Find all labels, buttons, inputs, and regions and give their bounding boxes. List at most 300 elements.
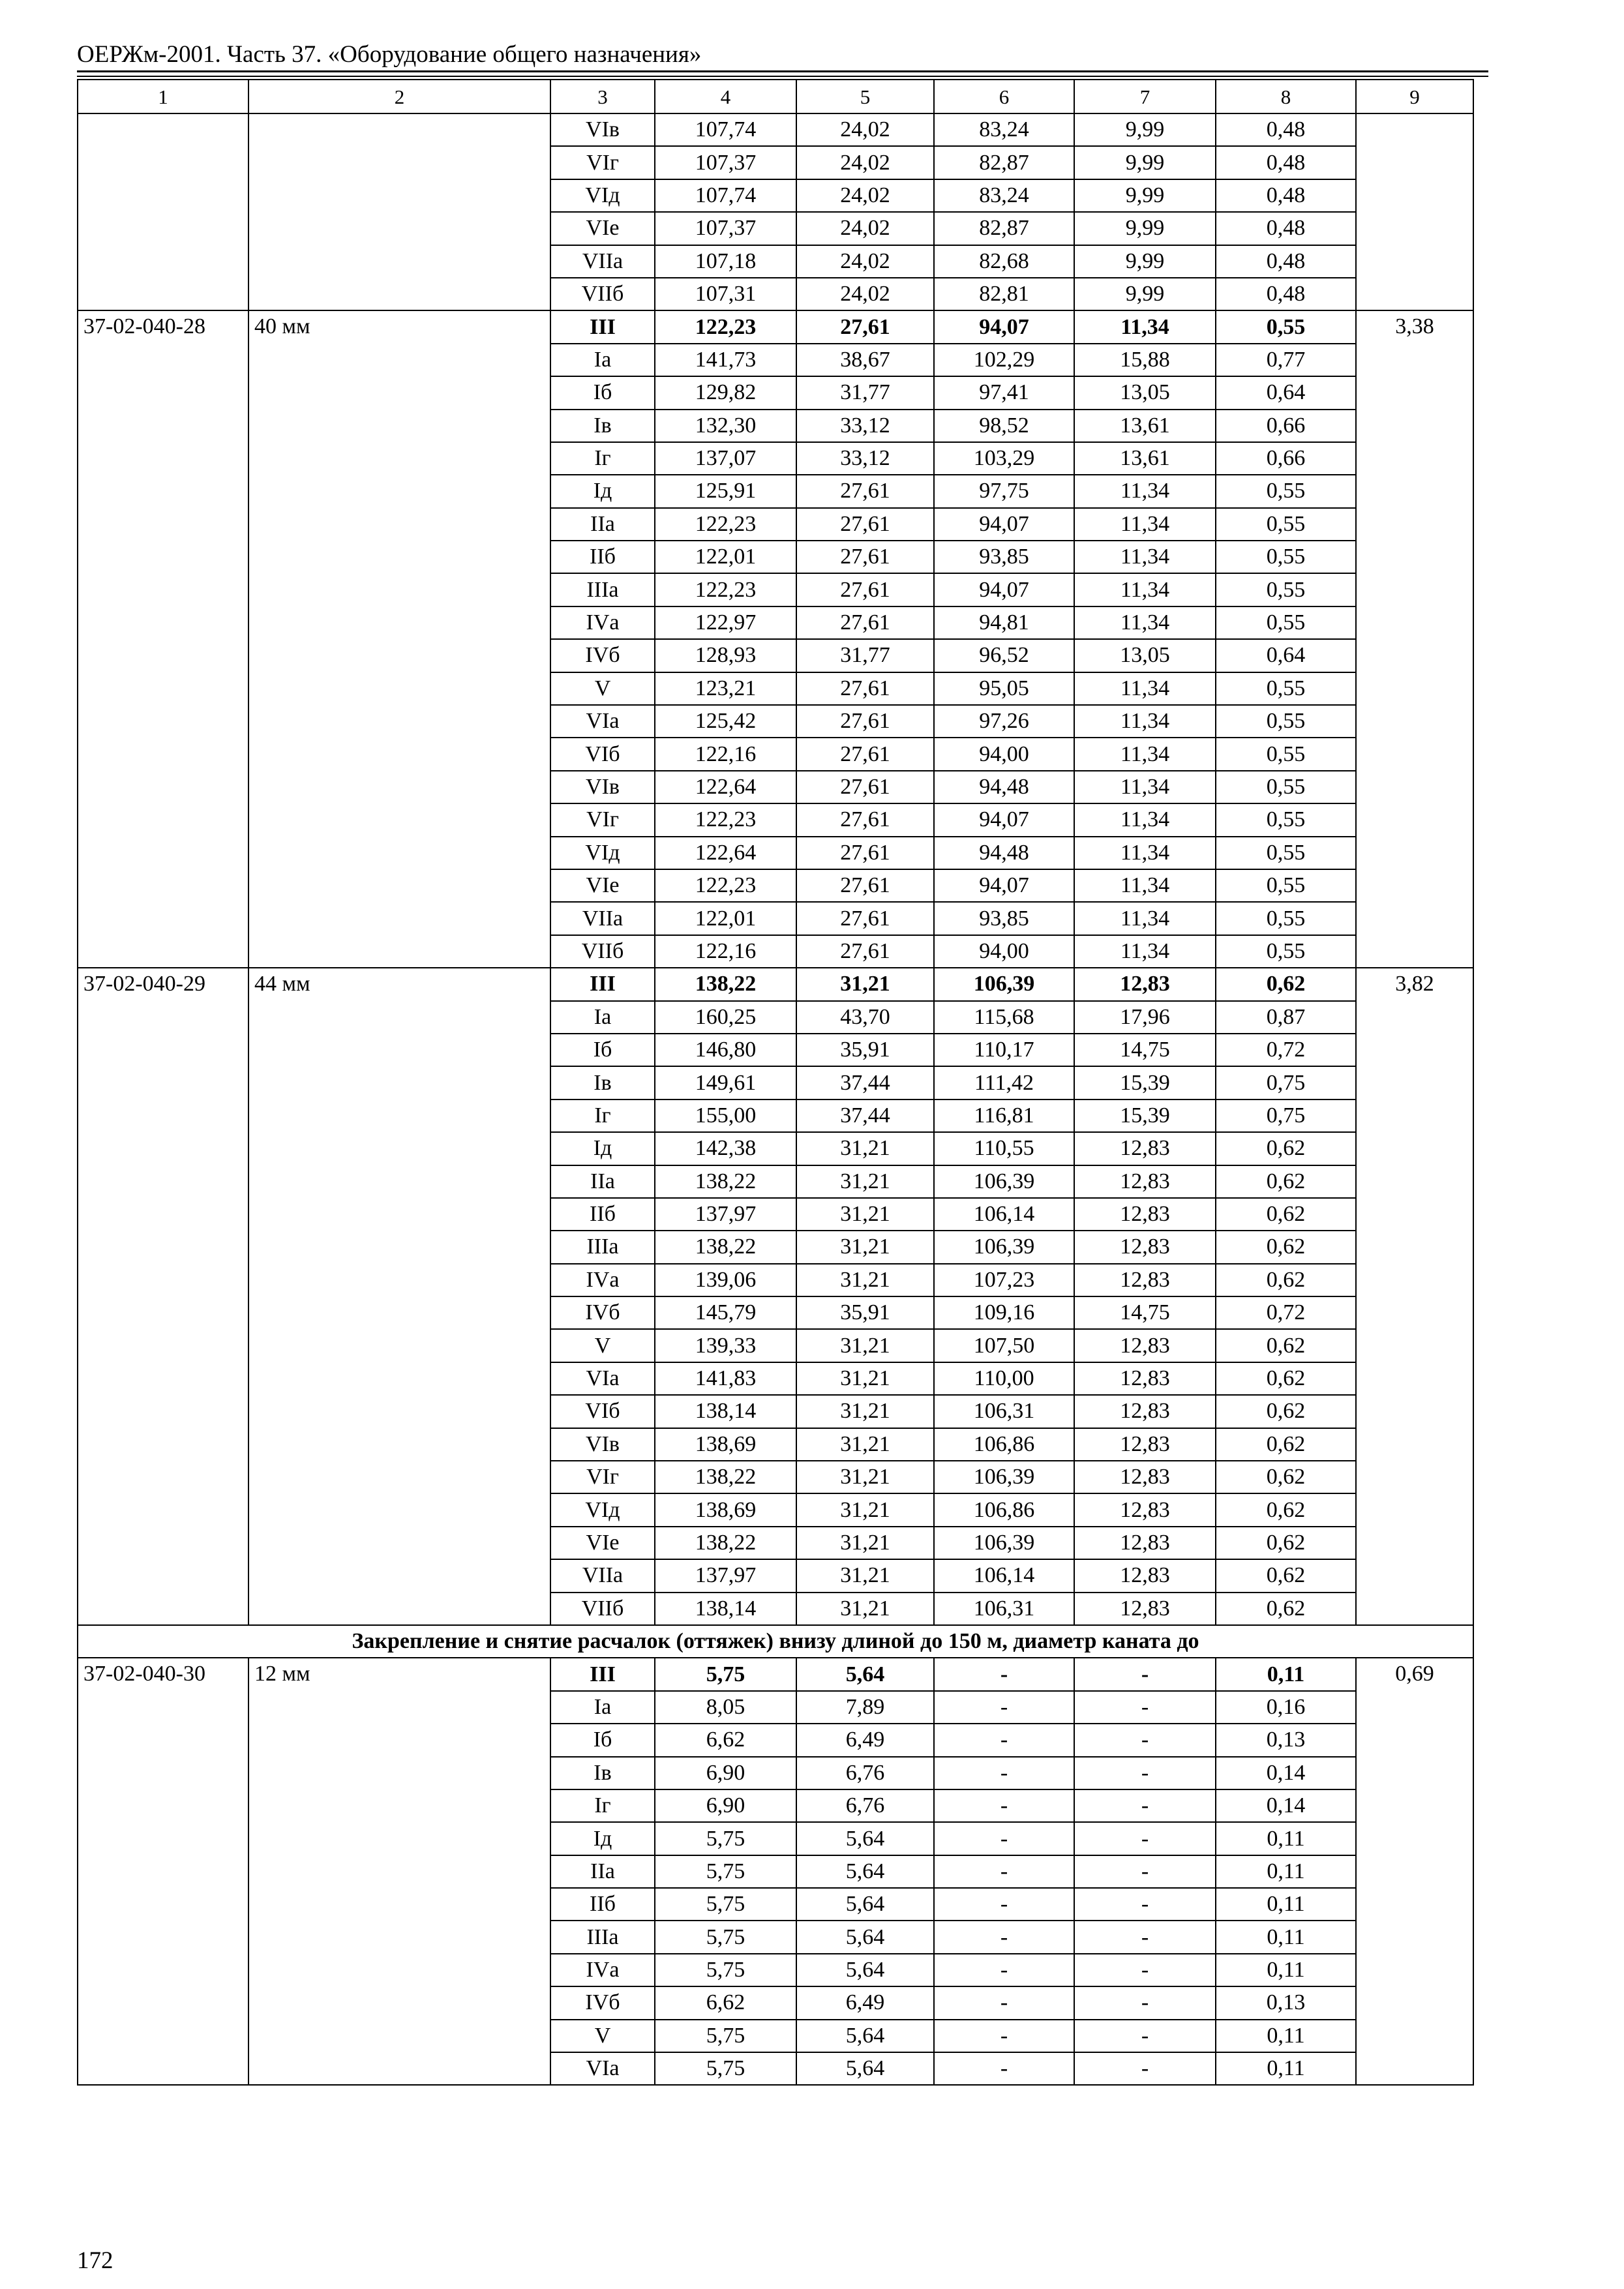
value-cell-col4: 129,82: [655, 376, 796, 409]
value-cell-col5: 5,64: [796, 2020, 934, 2052]
zone-cell: Iб: [550, 376, 655, 409]
value-cell-col5: 27,61: [796, 672, 934, 705]
value-cell-col6: -: [934, 2052, 1074, 2085]
zone-cell: III: [550, 310, 655, 343]
value-cell-col7: 12,83: [1074, 968, 1216, 1000]
zone-cell: VIд: [550, 179, 655, 212]
zone-cell: IIIа: [550, 573, 655, 606]
value-cell-col6: -: [934, 1822, 1074, 1855]
value-cell-col6: 82,81: [934, 278, 1074, 310]
value-cell-col5: 31,21: [796, 1493, 934, 1526]
value-cell-col5: 31,77: [796, 639, 934, 672]
value-cell-col6: 110,00: [934, 1362, 1074, 1395]
zone-cell: III: [550, 1658, 655, 1690]
value-cell-col5: 35,91: [796, 1034, 934, 1066]
zone-cell: IIб: [550, 1198, 655, 1231]
table-body: [78, 80, 1473, 2085]
value-cell-col5: 5,64: [796, 1658, 934, 1690]
value-cell-col6: 109,16: [934, 1296, 1074, 1329]
zone-cell: VIIа: [550, 902, 655, 935]
value-cell-col6: 106,31: [934, 1395, 1074, 1428]
value-cell-col5: 43,70: [796, 1001, 934, 1034]
zone-cell: Iд: [550, 475, 655, 507]
rope-diameter: 44 мм: [248, 968, 550, 1625]
zone-cell: VIIб: [550, 278, 655, 310]
zone-cell: IIб: [550, 1888, 655, 1921]
value-cell-col4: 137,07: [655, 442, 796, 475]
header-rule-thin: [77, 76, 1488, 77]
value-cell-col5: 27,61: [796, 935, 934, 968]
value-cell-col8: 0,11: [1216, 1855, 1356, 1888]
value-cell-col8: 0,48: [1216, 245, 1356, 278]
value-cell-col5: 31,21: [796, 1527, 934, 1559]
zone-cell: IIIа: [550, 1921, 655, 1953]
value-cell-col7: 12,83: [1074, 1329, 1216, 1362]
zone-cell: Iг: [550, 1100, 655, 1132]
zone-cell: IIб: [550, 541, 655, 573]
value-cell-col8: 0,55: [1216, 606, 1356, 639]
value-cell-col6: 96,52: [934, 639, 1074, 672]
value-cell-col4: 122,23: [655, 508, 796, 541]
value-cell-col8: 0,62: [1216, 1428, 1356, 1461]
value-cell-col8: 0,11: [1216, 2020, 1356, 2052]
value-cell-col8: 0,62: [1216, 1198, 1356, 1231]
value-cell-col6: 94,48: [934, 837, 1074, 869]
value-cell-col4: 107,74: [655, 113, 796, 146]
value-cell-col5: 6,49: [796, 1724, 934, 1756]
zone-cell: IVб: [550, 1986, 655, 2019]
value-cell-col4: 122,16: [655, 935, 796, 968]
zone-cell: VIг: [550, 1461, 655, 1493]
zone-cell: IIIа: [550, 1231, 655, 1263]
value-cell-col7: 12,83: [1074, 1264, 1216, 1296]
value-cell-col6: 82,87: [934, 146, 1074, 179]
value-cell-col7: 11,34: [1074, 573, 1216, 606]
zone-cell: Iг: [550, 1789, 655, 1822]
value-cell-col8: 0,14: [1216, 1757, 1356, 1789]
rope-diameter: 40 мм: [248, 310, 550, 968]
value-cell-col4: 107,37: [655, 212, 796, 245]
value-cell-col7: -: [1074, 1855, 1216, 1888]
value-cell-col5: 27,61: [796, 902, 934, 935]
value-cell-col7: 14,75: [1074, 1034, 1216, 1066]
value-cell-col5: 24,02: [796, 278, 934, 310]
zone-cell: Iв: [550, 410, 655, 442]
zone-cell: Iб: [550, 1034, 655, 1066]
value-cell-col4: 128,93: [655, 639, 796, 672]
column-number: 8: [1216, 80, 1356, 113]
value-cell-col8: 0,11: [1216, 1658, 1356, 1690]
value-cell-col7: 12,83: [1074, 1132, 1216, 1165]
column-number: 9: [1356, 80, 1473, 113]
value-cell-col8: 0,77: [1216, 344, 1356, 376]
value-cell-col7: 12,83: [1074, 1493, 1216, 1526]
value-cell-col8: 0,55: [1216, 310, 1356, 343]
zone-cell: III: [550, 968, 655, 1000]
value-cell-col8: 0,55: [1216, 771, 1356, 803]
zone-cell: Iв: [550, 1757, 655, 1789]
value-cell-col5: 31,21: [796, 1461, 934, 1493]
value-cell-col4: 5,75: [655, 1888, 796, 1921]
value-cell-col8: 0,64: [1216, 639, 1356, 672]
value-cell-col5: 27,61: [796, 869, 934, 902]
value-cell-col6: 97,26: [934, 705, 1074, 738]
value-cell-col7: -: [1074, 1986, 1216, 2019]
section-title-row: [78, 1625, 1473, 1658]
zone-cell: IVа: [550, 606, 655, 639]
value-cell-col7: -: [1074, 1888, 1216, 1921]
value-cell-col7: 9,99: [1074, 212, 1216, 245]
value-cell-col7: 11,34: [1074, 672, 1216, 705]
value-cell-col5: 31,21: [796, 1428, 934, 1461]
value-cell-col4: 107,37: [655, 146, 796, 179]
value-cell-col6: 106,86: [934, 1493, 1074, 1526]
zone-cell: IVб: [550, 639, 655, 672]
value-cell-col6: 94,00: [934, 935, 1074, 968]
value-cell-col8: 0,55: [1216, 738, 1356, 770]
value-cell-col4: 139,33: [655, 1329, 796, 1362]
value-cell-col5: 31,21: [796, 1264, 934, 1296]
value-cell-col7: 15,39: [1074, 1066, 1216, 1099]
value-cell-col4: 132,30: [655, 410, 796, 442]
value-cell-col6: 107,23: [934, 1264, 1074, 1296]
value-cell-col6: 106,86: [934, 1428, 1074, 1461]
value-cell-col8: 0,13: [1216, 1986, 1356, 2019]
rope-diameter: [248, 113, 550, 310]
value-cell-col6: 106,39: [934, 1165, 1074, 1198]
value-cell-col6: 94,07: [934, 508, 1074, 541]
value-cell-col7: 11,34: [1074, 837, 1216, 869]
value-cell-col4: 122,64: [655, 771, 796, 803]
value-cell-col7: 12,83: [1074, 1362, 1216, 1395]
value-cell-col5: 24,02: [796, 212, 934, 245]
value-cell-col7: 11,34: [1074, 606, 1216, 639]
value-cell-col9: [1356, 113, 1473, 310]
value-cell-col7: 13,61: [1074, 410, 1216, 442]
value-cell-col5: 33,12: [796, 410, 934, 442]
value-cell-col8: 0,72: [1216, 1296, 1356, 1329]
value-cell-col7: 14,75: [1074, 1296, 1216, 1329]
value-cell-col7: 11,34: [1074, 869, 1216, 902]
value-cell-col7: 17,96: [1074, 1001, 1216, 1034]
value-cell-col5: 24,02: [796, 146, 934, 179]
value-cell-col4: 122,23: [655, 573, 796, 606]
column-number: 6: [934, 80, 1074, 113]
value-cell-col8: 0,55: [1216, 475, 1356, 507]
zone-cell: VIб: [550, 1395, 655, 1428]
zone-cell: VIа: [550, 705, 655, 738]
zone-cell: Iд: [550, 1822, 655, 1855]
value-cell-col8: 0,62: [1216, 1461, 1356, 1493]
value-cell-col4: 138,22: [655, 1527, 796, 1559]
value-cell-col4: 123,21: [655, 672, 796, 705]
zone-cell: Iа: [550, 1001, 655, 1034]
value-cell-col7: 11,34: [1074, 508, 1216, 541]
value-cell-col6: 83,24: [934, 113, 1074, 146]
zone-cell: VIе: [550, 869, 655, 902]
value-cell-col6: 102,29: [934, 344, 1074, 376]
value-cell-col7: 11,34: [1074, 935, 1216, 968]
value-cell-col8: 0,55: [1216, 705, 1356, 738]
value-cell-col5: 31,21: [796, 1329, 934, 1362]
value-cell-col4: 5,75: [655, 1921, 796, 1953]
value-cell-col7: 11,34: [1074, 541, 1216, 573]
value-cell-col5: 31,21: [796, 1231, 934, 1263]
value-cell-col5: 6,49: [796, 1986, 934, 2019]
value-cell-col6: 93,85: [934, 541, 1074, 573]
zone-cell: V: [550, 1329, 655, 1362]
value-cell-col8: 0,55: [1216, 869, 1356, 902]
value-cell-col7: 12,83: [1074, 1165, 1216, 1198]
value-cell-col6: 94,48: [934, 771, 1074, 803]
value-cell-col8: 0,62: [1216, 1132, 1356, 1165]
table-row: [78, 113, 1473, 146]
value-cell-col7: 11,34: [1074, 771, 1216, 803]
rate-code: 37-02-040-28: [78, 310, 248, 968]
value-cell-col8: 0,62: [1216, 1264, 1356, 1296]
zone-cell: VIIа: [550, 1559, 655, 1592]
zone-cell: Iг: [550, 442, 655, 475]
header-rule-thick: [77, 70, 1488, 72]
value-cell-col4: 139,06: [655, 1264, 796, 1296]
column-number: 7: [1074, 80, 1216, 113]
value-cell-col8: 0,62: [1216, 1559, 1356, 1592]
value-cell-col5: 37,44: [796, 1066, 934, 1099]
value-cell-col5: 5,64: [796, 1954, 934, 1986]
value-cell-col9: 0,69: [1356, 1658, 1473, 2085]
value-cell-col6: -: [934, 1954, 1074, 1986]
value-cell-col7: 15,39: [1074, 1100, 1216, 1132]
value-cell-col7: 15,88: [1074, 344, 1216, 376]
zone-cell: IIа: [550, 1855, 655, 1888]
column-number: 5: [796, 80, 934, 113]
value-cell-col7: 12,83: [1074, 1395, 1216, 1428]
zone-cell: VIд: [550, 1493, 655, 1526]
zone-cell: Iа: [550, 344, 655, 376]
value-cell-col8: 0,55: [1216, 508, 1356, 541]
value-cell-col6: 94,81: [934, 606, 1074, 639]
value-cell-col6: -: [934, 1888, 1074, 1921]
value-cell-col4: 137,97: [655, 1198, 796, 1231]
value-cell-col6: 83,24: [934, 179, 1074, 212]
page-header-title: ОЕРЖм-2001. Часть 37. «Оборудование общего назначения»: [77, 41, 702, 68]
zone-cell: IVа: [550, 1264, 655, 1296]
value-cell-col4: 5,75: [655, 1954, 796, 1986]
value-cell-col4: 125,91: [655, 475, 796, 507]
value-cell-col5: 6,76: [796, 1757, 934, 1789]
value-cell-col5: 27,61: [796, 738, 934, 770]
value-cell-col4: 107,74: [655, 179, 796, 212]
value-cell-col6: -: [934, 1855, 1074, 1888]
zone-cell: VIIа: [550, 245, 655, 278]
value-cell-col8: 0,48: [1216, 212, 1356, 245]
value-cell-col6: -: [934, 1921, 1074, 1953]
value-cell-col8: 0,62: [1216, 1165, 1356, 1198]
value-cell-col7: 12,83: [1074, 1231, 1216, 1263]
table-row: [78, 968, 1473, 1000]
value-cell-col4: 122,01: [655, 541, 796, 573]
value-cell-col8: 0,11: [1216, 1888, 1356, 1921]
value-cell-col5: 7,89: [796, 1691, 934, 1724]
value-cell-col5: 31,21: [796, 1198, 934, 1231]
value-cell-col6: 94,07: [934, 310, 1074, 343]
value-cell-col4: 6,90: [655, 1789, 796, 1822]
value-cell-col6: 82,68: [934, 245, 1074, 278]
value-cell-col6: 94,07: [934, 803, 1074, 836]
value-cell-col6: -: [934, 2020, 1074, 2052]
value-cell-col7: -: [1074, 1724, 1216, 1756]
value-cell-col5: 35,91: [796, 1296, 934, 1329]
value-cell-col5: 31,21: [796, 1593, 934, 1625]
value-cell-col5: 5,64: [796, 1921, 934, 1953]
value-cell-col6: 106,39: [934, 968, 1074, 1000]
value-cell-col7: 11,34: [1074, 475, 1216, 507]
value-cell-col4: 5,75: [655, 1658, 796, 1690]
value-cell-col4: 8,05: [655, 1691, 796, 1724]
zone-cell: IIа: [550, 508, 655, 541]
value-cell-col8: 0,16: [1216, 1691, 1356, 1724]
value-cell-col4: 6,90: [655, 1757, 796, 1789]
zone-cell: V: [550, 672, 655, 705]
column-number: 1: [78, 80, 248, 113]
value-cell-col5: 5,64: [796, 1855, 934, 1888]
value-cell-col8: 0,13: [1216, 1724, 1356, 1756]
value-cell-col6: 106,14: [934, 1198, 1074, 1231]
value-cell-col6: 93,85: [934, 902, 1074, 935]
value-cell-col7: 9,99: [1074, 113, 1216, 146]
value-cell-col6: 94,00: [934, 738, 1074, 770]
value-cell-col4: 155,00: [655, 1100, 796, 1132]
zone-cell: IVб: [550, 1296, 655, 1329]
value-cell-col6: 97,75: [934, 475, 1074, 507]
value-cell-col7: 13,61: [1074, 442, 1216, 475]
value-cell-col8: 0,55: [1216, 935, 1356, 968]
value-cell-col6: 97,41: [934, 376, 1074, 409]
value-cell-col6: 95,05: [934, 672, 1074, 705]
value-cell-col5: 27,61: [796, 803, 934, 836]
zone-cell: IVа: [550, 1954, 655, 1986]
value-cell-col8: 0,48: [1216, 113, 1356, 146]
value-cell-col5: 31,21: [796, 1395, 934, 1428]
value-cell-col5: 27,61: [796, 837, 934, 869]
value-cell-col8: 0,62: [1216, 968, 1356, 1000]
zone-cell: IIа: [550, 1165, 655, 1198]
value-cell-col4: 107,31: [655, 278, 796, 310]
zone-cell: Iа: [550, 1691, 655, 1724]
value-cell-col5: 5,64: [796, 1888, 934, 1921]
value-cell-col7: -: [1074, 1789, 1216, 1822]
value-cell-col5: 27,61: [796, 771, 934, 803]
value-cell-col8: 0,62: [1216, 1231, 1356, 1263]
zone-cell: Iб: [550, 1724, 655, 1756]
value-cell-col8: 0,62: [1216, 1493, 1356, 1526]
value-cell-col5: 31,21: [796, 1362, 934, 1395]
zone-cell: V: [550, 2020, 655, 2052]
value-cell-col4: 122,64: [655, 837, 796, 869]
zone-cell: VIг: [550, 146, 655, 179]
value-cell-col4: 122,16: [655, 738, 796, 770]
value-cell-col4: 138,22: [655, 1165, 796, 1198]
value-cell-col8: 0,62: [1216, 1527, 1356, 1559]
value-cell-col7: 12,83: [1074, 1198, 1216, 1231]
value-cell-col8: 0,48: [1216, 146, 1356, 179]
value-cell-col4: 6,62: [655, 1986, 796, 2019]
value-cell-col4: 138,14: [655, 1395, 796, 1428]
value-cell-col6: 110,17: [934, 1034, 1074, 1066]
value-cell-col6: -: [934, 1658, 1074, 1690]
value-cell-col4: 146,80: [655, 1034, 796, 1066]
value-cell-col5: 31,21: [796, 1165, 934, 1198]
value-cell-col6: 103,29: [934, 442, 1074, 475]
value-cell-col7: 12,83: [1074, 1593, 1216, 1625]
zone-cell: VIб: [550, 738, 655, 770]
value-cell-col7: 11,34: [1074, 310, 1216, 343]
value-cell-col5: 5,64: [796, 1822, 934, 1855]
value-cell-col7: 11,34: [1074, 738, 1216, 770]
value-cell-col8: 0,62: [1216, 1329, 1356, 1362]
value-cell-col6: -: [934, 1724, 1074, 1756]
value-cell-col5: 27,61: [796, 508, 934, 541]
column-number: 4: [655, 80, 796, 113]
value-cell-col8: 0,14: [1216, 1789, 1356, 1822]
value-cell-col4: 122,23: [655, 310, 796, 343]
value-cell-col5: 31,21: [796, 1132, 934, 1165]
value-cell-col5: 27,61: [796, 606, 934, 639]
value-cell-col8: 0,87: [1216, 1001, 1356, 1034]
zone-cell: VIв: [550, 113, 655, 146]
value-cell-col5: 6,76: [796, 1789, 934, 1822]
value-cell-col4: 122,23: [655, 803, 796, 836]
value-cell-col8: 0,55: [1216, 803, 1356, 836]
value-cell-col5: 37,44: [796, 1100, 934, 1132]
value-cell-col6: 116,81: [934, 1100, 1074, 1132]
value-cell-col7: -: [1074, 1954, 1216, 1986]
value-cell-col7: -: [1074, 1658, 1216, 1690]
value-cell-col5: 27,61: [796, 705, 934, 738]
value-cell-col7: -: [1074, 1921, 1216, 1953]
value-cell-col4: 142,38: [655, 1132, 796, 1165]
value-cell-col9: 3,82: [1356, 968, 1473, 1625]
value-cell-col8: 0,48: [1216, 278, 1356, 310]
value-cell-col8: 0,62: [1216, 1593, 1356, 1625]
value-cell-col7: 9,99: [1074, 245, 1216, 278]
value-cell-col5: 31,21: [796, 968, 934, 1000]
value-cell-col8: 0,55: [1216, 573, 1356, 606]
value-cell-col5: 27,61: [796, 310, 934, 343]
value-cell-col6: 111,42: [934, 1066, 1074, 1099]
value-cell-col7: 12,83: [1074, 1428, 1216, 1461]
value-cell-col7: 12,83: [1074, 1527, 1216, 1559]
value-cell-col7: 9,99: [1074, 278, 1216, 310]
value-cell-col4: 141,83: [655, 1362, 796, 1395]
zone-cell: VIе: [550, 212, 655, 245]
value-cell-col7: 11,34: [1074, 902, 1216, 935]
zone-cell: VIIб: [550, 935, 655, 968]
value-cell-col4: 122,23: [655, 869, 796, 902]
rope-diameter: 12 мм: [248, 1658, 550, 2085]
value-cell-col4: 138,22: [655, 1231, 796, 1263]
value-cell-col5: 27,61: [796, 541, 934, 573]
value-cell-col6: 106,39: [934, 1231, 1074, 1263]
zone-cell: VIд: [550, 837, 655, 869]
value-cell-col4: 5,75: [655, 1855, 796, 1888]
value-cell-col8: 0,55: [1216, 672, 1356, 705]
value-cell-col6: -: [934, 1789, 1074, 1822]
value-cell-col4: 125,42: [655, 705, 796, 738]
zone-cell: VIа: [550, 2052, 655, 2085]
value-cell-col7: 9,99: [1074, 179, 1216, 212]
value-cell-col4: 160,25: [655, 1001, 796, 1034]
